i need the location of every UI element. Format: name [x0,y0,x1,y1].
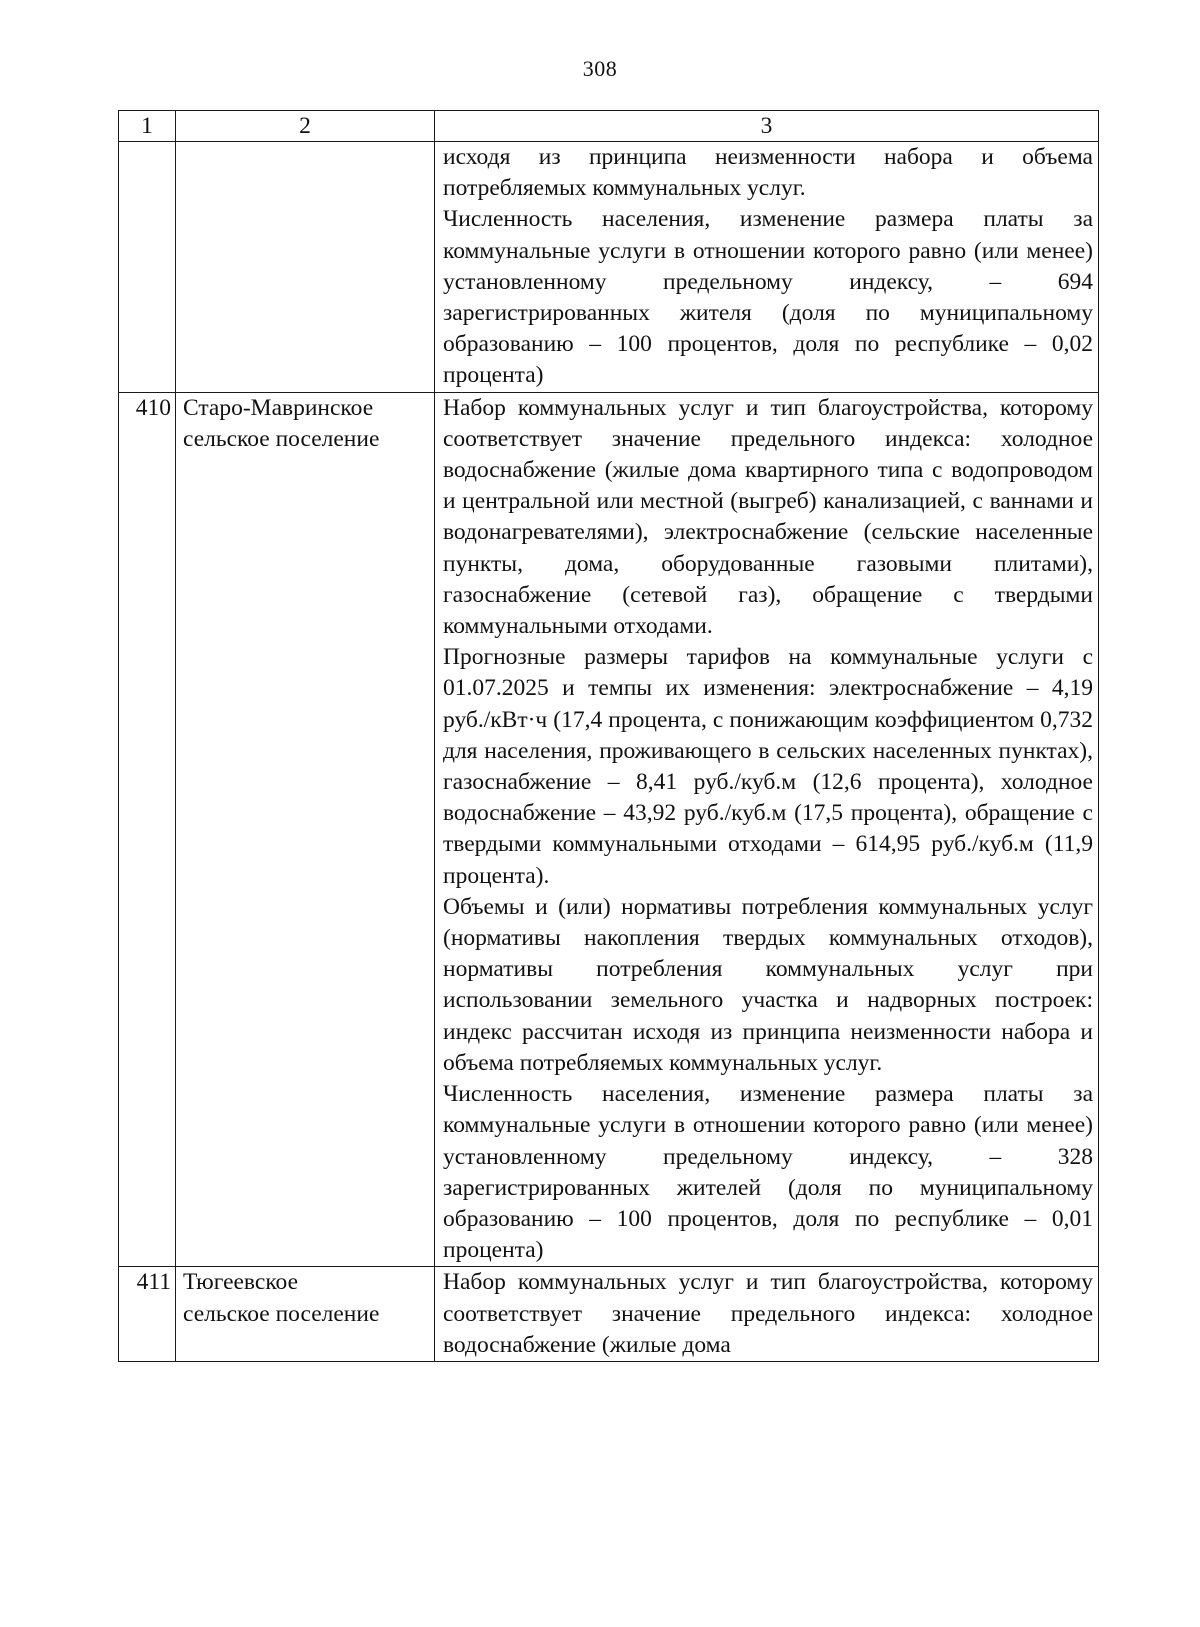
settlement-name [176,142,435,393]
description-paragraph: Численность населения, изменение размера платы за коммунальные услуги в отношении которого равно (или менее) установленному предельному индексу, – 694 зарегистрированных жителя (доля по муниципальному образованию – 100 процентов, доля по республике – 0,02 процента) [443,206,1093,389]
description-paragraph: Численность населения, изменение размера платы за коммунальные услуги в отношении которого равно (или менее) установленному предельному индексу, – 328 зарегистрированных жителей (доля по муниципальному образованию – 100 процентов, доля по республике – 0,01 процента) [443,1081,1093,1264]
table-header-row [119,111,1099,142]
row-number: 411 [119,1267,176,1362]
tariff-table [118,110,1099,1362]
table-row [119,142,1099,393]
description-cell [435,1267,1099,1362]
table-row [119,1267,1099,1362]
description-paragraph: исходя из принципа неизменности набора и объема потребляемых коммунальных услуг. [443,144,1093,202]
settlement-name-line: сельское поселение [183,1300,380,1327]
settlement-name-line: Старо-Мавринское [183,394,374,421]
settlement-name-line: Тюгеевское [183,1269,299,1296]
settlement-name-line: сельское поселение [183,425,380,452]
description-paragraph: Набор коммунальных услуг и тип благоустройства, которому соответствует значение предельного индекса: холодное водоснабжение (жилые дома [443,1269,1093,1358]
page-number: 308 [582,56,618,81]
settlement-name [176,392,435,1267]
description-cell [435,142,1099,393]
column-header-3: 3 [435,111,1099,142]
description-paragraph: Прогнозные размеры тарифов на коммунальные услуги с 01.07.2025 и темпы их изменения: электроснабжение – 4,19 руб./кВт·ч (17,4 процента, с понижающим коэффициентом 0,732 для населения, проживающего в сельских населенных пунктах), газоснабжение – 8,41 руб./куб.м (12,6 процента), холодное водоснабжение – 43,92 руб./куб.м (17,5 процента), обращение с твердыми коммунальными отходами – 614,95 руб./куб.м (11,9 процента). [443,644,1093,889]
table-row [119,392,1099,1267]
description-cell [435,392,1099,1267]
settlement-name [176,1267,435,1362]
description-paragraph: Объемы и (или) нормативы потребления коммунальных услуг (нормативы накопления твердых коммунальных отходов), нормативы потребления коммунальных услуг при использовании земельного участка и надворных построек: индекс рассчитан исходя из принципа неизменности набора и объема потребляемых коммунальных услуг. [443,893,1093,1076]
column-header-1: 1 [119,111,176,142]
row-number [119,142,176,393]
row-number: 410 [119,392,176,1267]
description-paragraph: Набор коммунальных услуг и тип благоустройства, которому соответствует значение предельного индекса: холодное водоснабжение (жилые дома квартирного типа с водопроводом и центральной или местной (выгреб) канализацией, с ваннами и водонагревателями), электроснабжение (сельские населенные пункты, дома, оборудованные газовыми плитами), газоснабжение (сетевой газ), обращение с твердыми коммунальными отходами. [443,394,1093,640]
column-header-2: 2 [176,111,435,142]
